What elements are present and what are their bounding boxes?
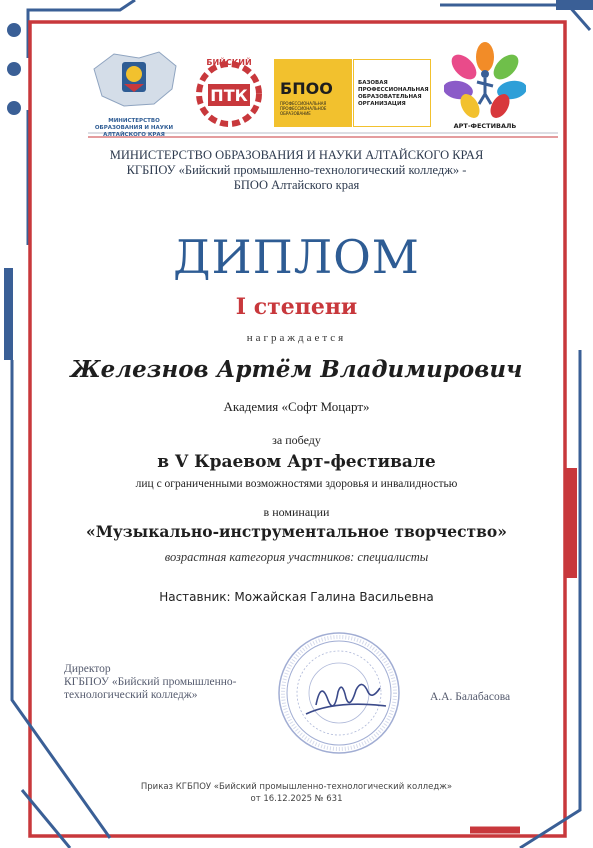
order-block — [0, 781, 593, 805]
header-line-3: БПОО Алтайского края — [233, 178, 360, 192]
director-signature-block — [64, 663, 294, 702]
festival-name: в V Краевом Арт-фестивале — [157, 452, 436, 472]
in-nomination-label: в номинации — [263, 505, 330, 519]
altai-map-icon — [84, 44, 184, 114]
director-title: Директор — [64, 663, 111, 675]
mentor: Наставник: Можайская Галина Васильевна — [159, 590, 434, 604]
age-category: возрастная категория участников: специалисты — [164, 550, 429, 564]
bpoo-yellow-block — [274, 59, 352, 127]
director-name: А.А. Балабасова — [430, 691, 511, 703]
header-line-2: КГБПОУ «Бийский промышленно-технологический колледж» - — [126, 163, 467, 177]
bpoo-logo-right: БАЗОВАЯ ПРОФЕССИОНАЛЬНАЯ ОБРАЗОВАТЕЛЬНАЯ ОРГАНИЗАЦИЯ — [358, 80, 429, 107]
diploma-degree: I степени — [235, 294, 358, 320]
ptk-logo-main: ПТК — [210, 86, 248, 105]
diploma-title: ДИПЛОМ — [173, 230, 420, 284]
bpoo-logo-main: БПОО — [280, 79, 333, 98]
recipient-organization: Академия «Софт Моцарт» — [223, 399, 370, 414]
festival-subtitle: лиц с ограниченными возможностями здоровья и инвалидностью — [135, 478, 458, 490]
ptk-logo — [192, 52, 266, 128]
bpoo-logo-small: ПРОФЕССИОНАЛЬНАЯ ПРОФЕССИОНАЛЬНОЕ ОБРАЗОВАНИЕ — [280, 101, 327, 116]
director-org-line-1: КГБПОУ «Бийский промышленно- — [64, 676, 237, 688]
header-block — [0, 148, 593, 193]
altai-ministry-logo — [84, 44, 184, 138]
recipient-name: Железнов Артём Владимирович — [70, 356, 523, 383]
ptk-logo-top: БИЙСКИЙ — [206, 58, 252, 67]
bpoo-logo — [274, 59, 432, 129]
for-victory-label: за победу — [272, 433, 321, 447]
awarded-label: награждается — [246, 332, 347, 344]
nomination-name: «Музыкально-инструментальное творчество» — [86, 522, 507, 541]
order-line-1: Приказ КГБПОУ «Бийский промышленно-технологический колледж» — [140, 782, 453, 792]
header-line-1: МИНИСТЕРСТВО ОБРАЗОВАНИЯ И НАУКИ АЛТАЙСКОГО КРАЯ — [109, 148, 484, 162]
order-line-2: от 16.12.2025 № 631 — [250, 794, 343, 804]
art-festival-logo — [444, 42, 526, 134]
art-festival-caption: АРТ-ФЕСТИВАЛЬ — [453, 122, 517, 130]
director-org-line-2: технологический колледж» — [64, 689, 198, 701]
bpoo-white-block — [353, 59, 431, 127]
art-festival-flower-icon — [444, 42, 526, 122]
official-seal — [276, 630, 402, 756]
altai-logo-caption: МИНИСТЕРСТВО ОБРАЗОВАНИЯ И НАУКИ АЛТАЙСКОГО КРАЯ — [94, 118, 174, 138]
